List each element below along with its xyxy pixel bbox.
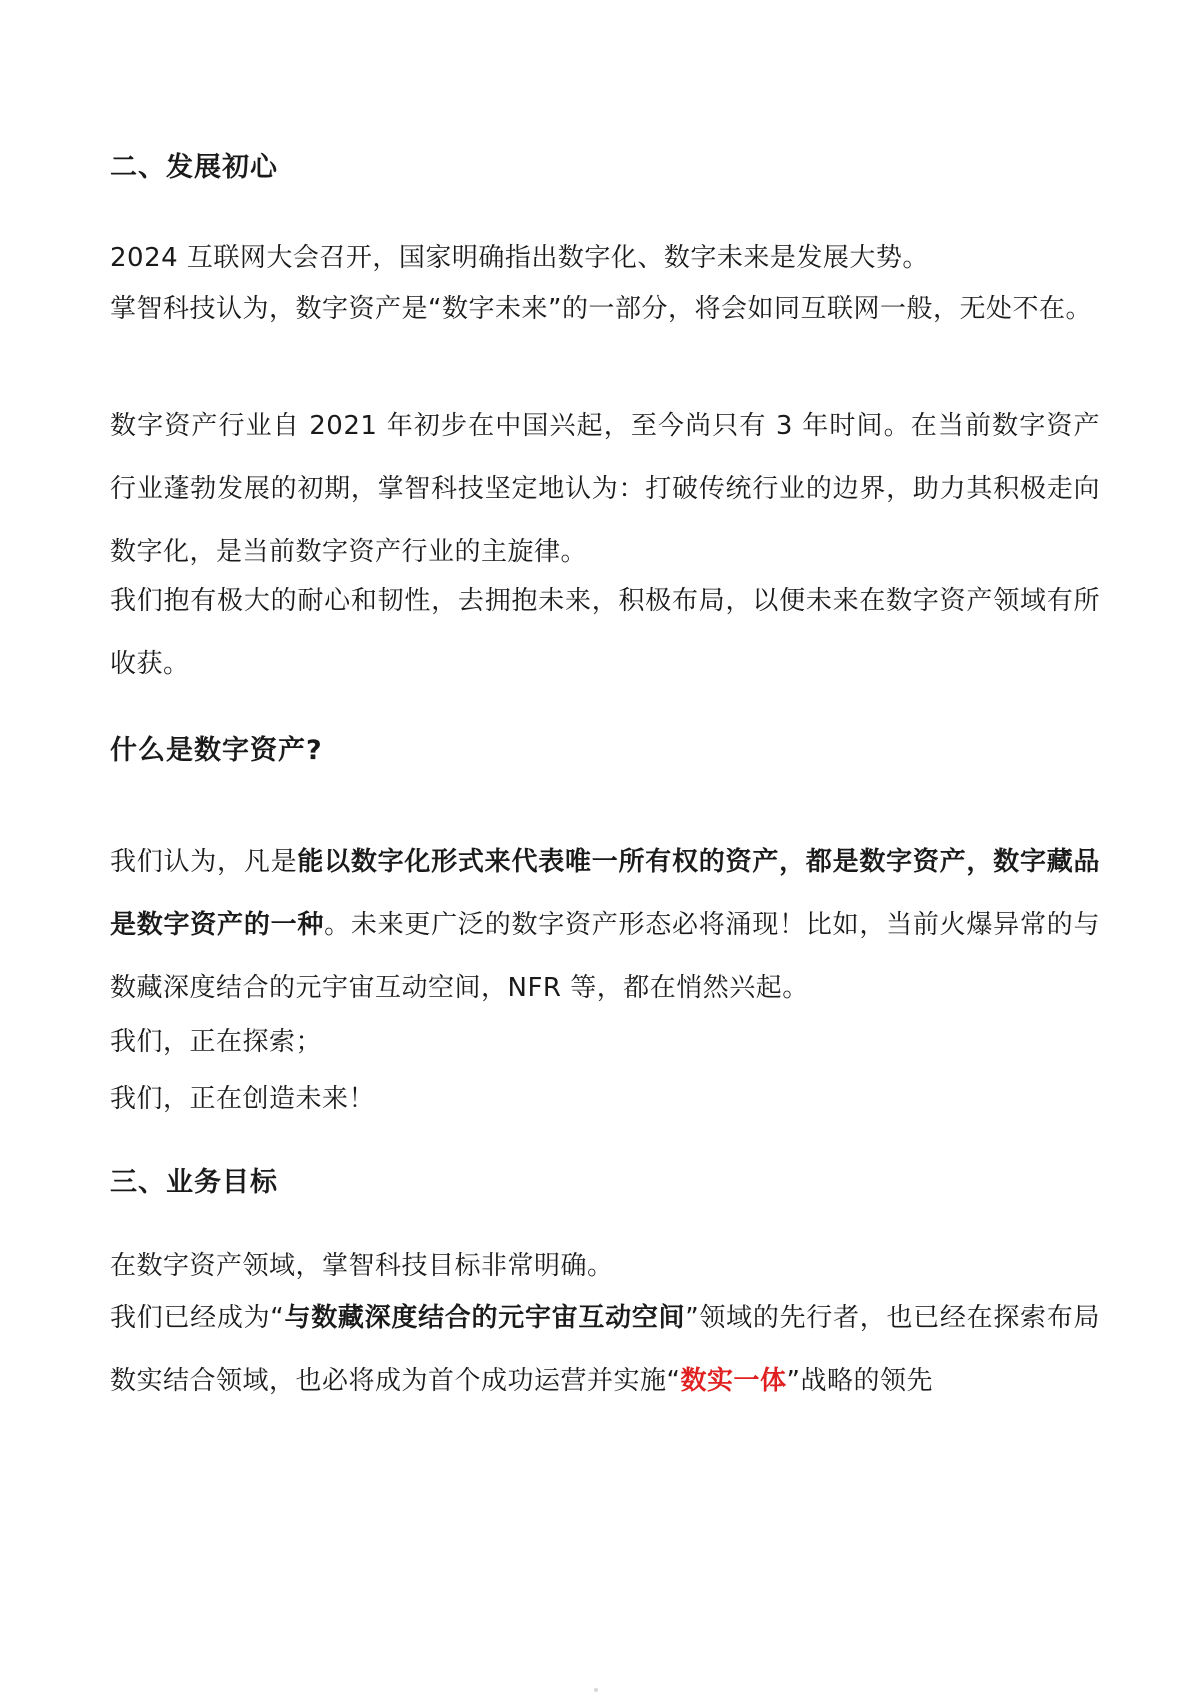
section-heading-development: 二、发展初心 [110,152,278,183]
pioneer-intro: 我们已经成为“ [110,1303,285,1333]
line-creating-future: 我们，正在创造未来！ [110,1084,376,1114]
strategy-highlight: 数实一体 [680,1366,787,1396]
line-exploring: 我们，正在探索； [110,1027,323,1057]
definition-intro: 我们认为，凡是 [110,847,298,877]
pioneer-end: ”战略的领先 [786,1366,933,1396]
pioneer-emphasis: 与数藏深度结合的元宇宙互动空间 [284,1303,686,1333]
section-heading-what-is-digital-asset: 什么是数字资产? [110,735,323,766]
paragraph-pioneer [110,1287,1100,1413]
definition-continuation: 。未来更广泛的数字资产形态必将涌现！比如，当前火爆异常的与数藏深度结合的元宇宙互动空间，NFR 等，都在悄然兴起。 [110,910,1100,1003]
section-heading-business-goals: 三、业务目标 [110,1167,278,1198]
paragraph-patience: 我们抱有极大的耐心和韧性，去拥抱未来，积极布局，以便未来在数字资产领域有所收获。 [110,586,1100,679]
paragraph-digital-future: 掌智科技认为，数字资产是“数字未来”的一部分，将会如同互联网一般，无处不在。 [110,294,1092,324]
pioneer-middle: ”领域的先行者，也已经在探索布局数实结合领域，也必将成为首个成功运营并实施“ [110,1303,1100,1396]
paragraph-internet-conference: 2024 互联网大会召开，国家明确指出数字化、数字未来是发展大势。 [110,243,929,273]
definition-emphasis: 能以数字化形式来代表唯一所有权的资产，都是数字资产，数字藏品是数字资产的一种 [110,847,1100,940]
paragraph-industry-history: 数字资产行业自 2021 年初步在中国兴起，至今尚只有 3 年时间。在当前数字资产行业蓬勃发展的初期，掌智科技坚定地认为：打破传统行业的边界，助力其积极走向数字化，是当前数字资产行业的主旋律。 [110,411,1100,567]
paragraph-definition [110,831,1100,1020]
page-marker-dot [594,1688,598,1692]
paragraph-goal-clear: 在数字资产领域，掌智科技目标非常明确。 [110,1251,614,1281]
